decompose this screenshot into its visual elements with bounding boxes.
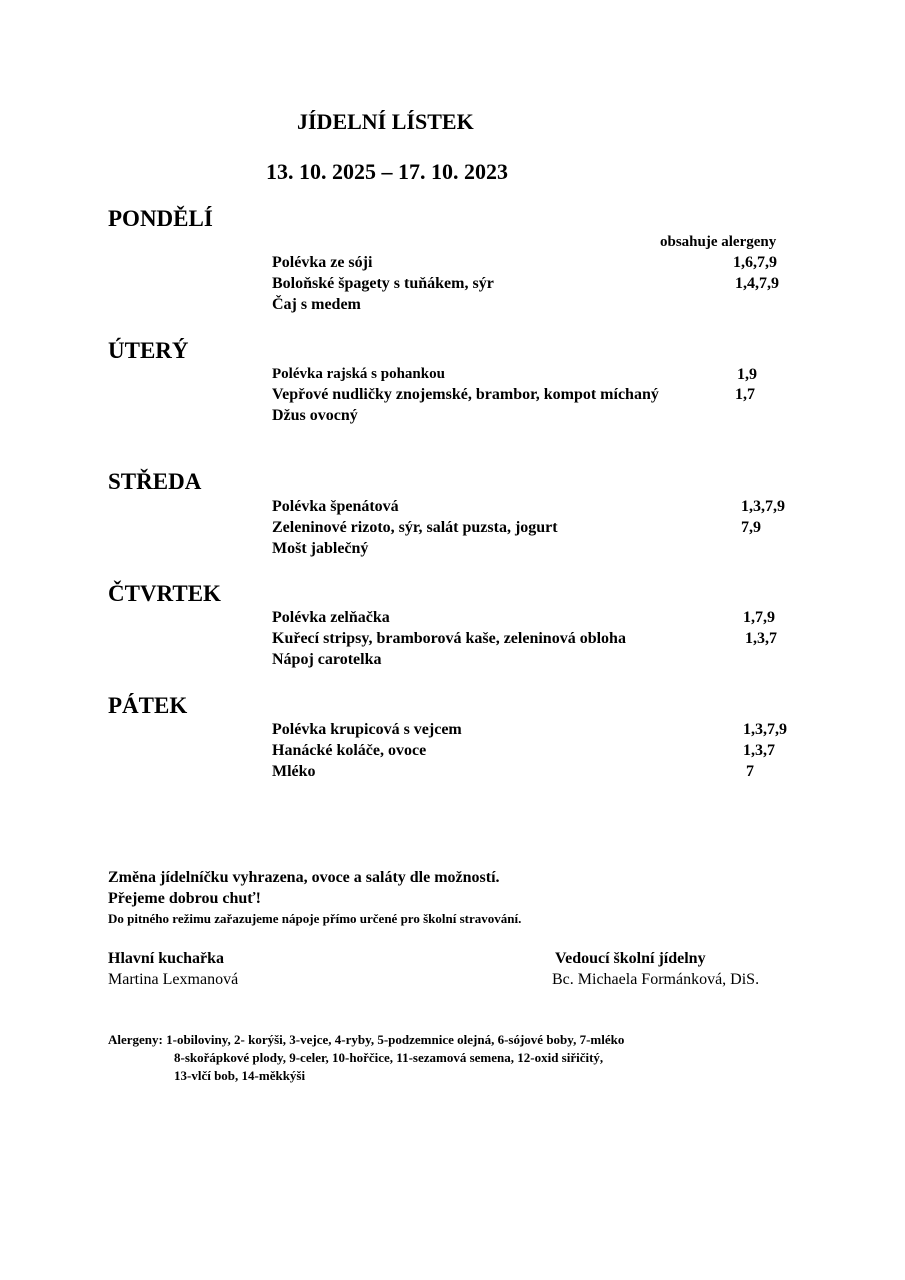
allergen-codes: 1,3,7,9 xyxy=(743,721,787,738)
allergen-codes: 1,9 xyxy=(737,366,757,383)
menu-item: Mléko xyxy=(272,763,316,780)
allergen-legend xyxy=(108,1031,748,1085)
menu-item: Hanácké koláče, ovoce xyxy=(272,742,427,759)
allergen-codes: 1,7,9 xyxy=(743,609,775,626)
day-heading-wednesday: STŘEDA xyxy=(108,469,202,494)
menu-item: Mošt jablečný xyxy=(272,540,369,557)
allergen-codes: 1,6,7,9 xyxy=(733,254,777,271)
head-cook-role: Hlavní kuchařka xyxy=(108,950,225,967)
date-range: 13. 10. 2025 – 17. 10. 2023 xyxy=(266,159,508,184)
change-note: Změna jídelníčku vyhrazena, ovoce a saláty dle možností. xyxy=(108,869,500,886)
menu-item: Polévka zelňačka xyxy=(272,609,390,626)
allergen-column-header: obsahuje alergeny xyxy=(660,234,777,250)
allergen-legend-line: Alergeny: 1-obiloviny, 2- korýši, 3-vejce, 4-ryby, 5-podzemnice olejná, 6-sójové boby, 7-mléko xyxy=(108,1032,625,1047)
canteen-manager-name: Bc. Michaela Formánková, DiS. xyxy=(552,971,760,988)
allergen-legend-line: 13-vlčí bob, 14-měkkýši xyxy=(174,1068,306,1083)
allergen-codes: 1,7 xyxy=(735,386,755,403)
menu-item: Vepřové nudličky znojemské, brambor, kompot míchaný xyxy=(272,386,659,403)
menu-item: Polévka ze sóji xyxy=(272,254,373,271)
allergen-codes: 7 xyxy=(746,763,754,780)
menu-item: Nápoj carotelka xyxy=(272,651,382,668)
day-heading-thursday: ČTVRTEK xyxy=(108,581,221,606)
menu-item: Polévka krupicová s vejcem xyxy=(272,721,462,738)
menu-item: Kuřecí stripsy, bramborová kaše, zeleninová obloha xyxy=(272,630,626,647)
day-heading-friday: PÁTEK xyxy=(108,693,188,718)
allergen-legend-line: 8-skořápkové plody, 9-celer, 10-hořčice, 11-sezamová semena, 12-oxid siřičitý, xyxy=(174,1050,604,1065)
allergen-codes: 1,3,7 xyxy=(743,742,775,759)
menu-item: Zeleninové rizoto, sýr, salát puzsta, jogurt xyxy=(272,519,558,536)
head-cook-name: Martina Lexmanová xyxy=(108,971,239,988)
page-title: JÍDELNÍ LÍSTEK xyxy=(297,109,474,134)
menu-item: Čaj s medem xyxy=(272,296,361,313)
menu-item: Polévka špenátová xyxy=(272,498,399,515)
canteen-manager-role: Vedoucí školní jídelny xyxy=(555,950,706,967)
day-heading-tuesday: ÚTERÝ xyxy=(108,338,189,363)
allergen-codes: 1,4,7,9 xyxy=(735,275,779,292)
allergen-codes: 1,3,7,9 xyxy=(741,498,785,515)
menu-item: Džus ovocný xyxy=(272,407,358,424)
day-heading-monday: PONDĚLÍ xyxy=(108,206,213,231)
wish-text: Přejeme dobrou chuť! xyxy=(108,890,261,907)
allergen-codes: 1,3,7 xyxy=(745,630,777,647)
menu-item: Boloňské špagety s tuňákem, sýr xyxy=(272,275,494,292)
allergen-codes: 7,9 xyxy=(741,519,761,536)
menu-item: Polévka rajská s pohankou xyxy=(272,366,445,382)
drinks-note: Do pitného režimu zařazujeme nápoje přímo určené pro školní stravování. xyxy=(108,911,522,926)
